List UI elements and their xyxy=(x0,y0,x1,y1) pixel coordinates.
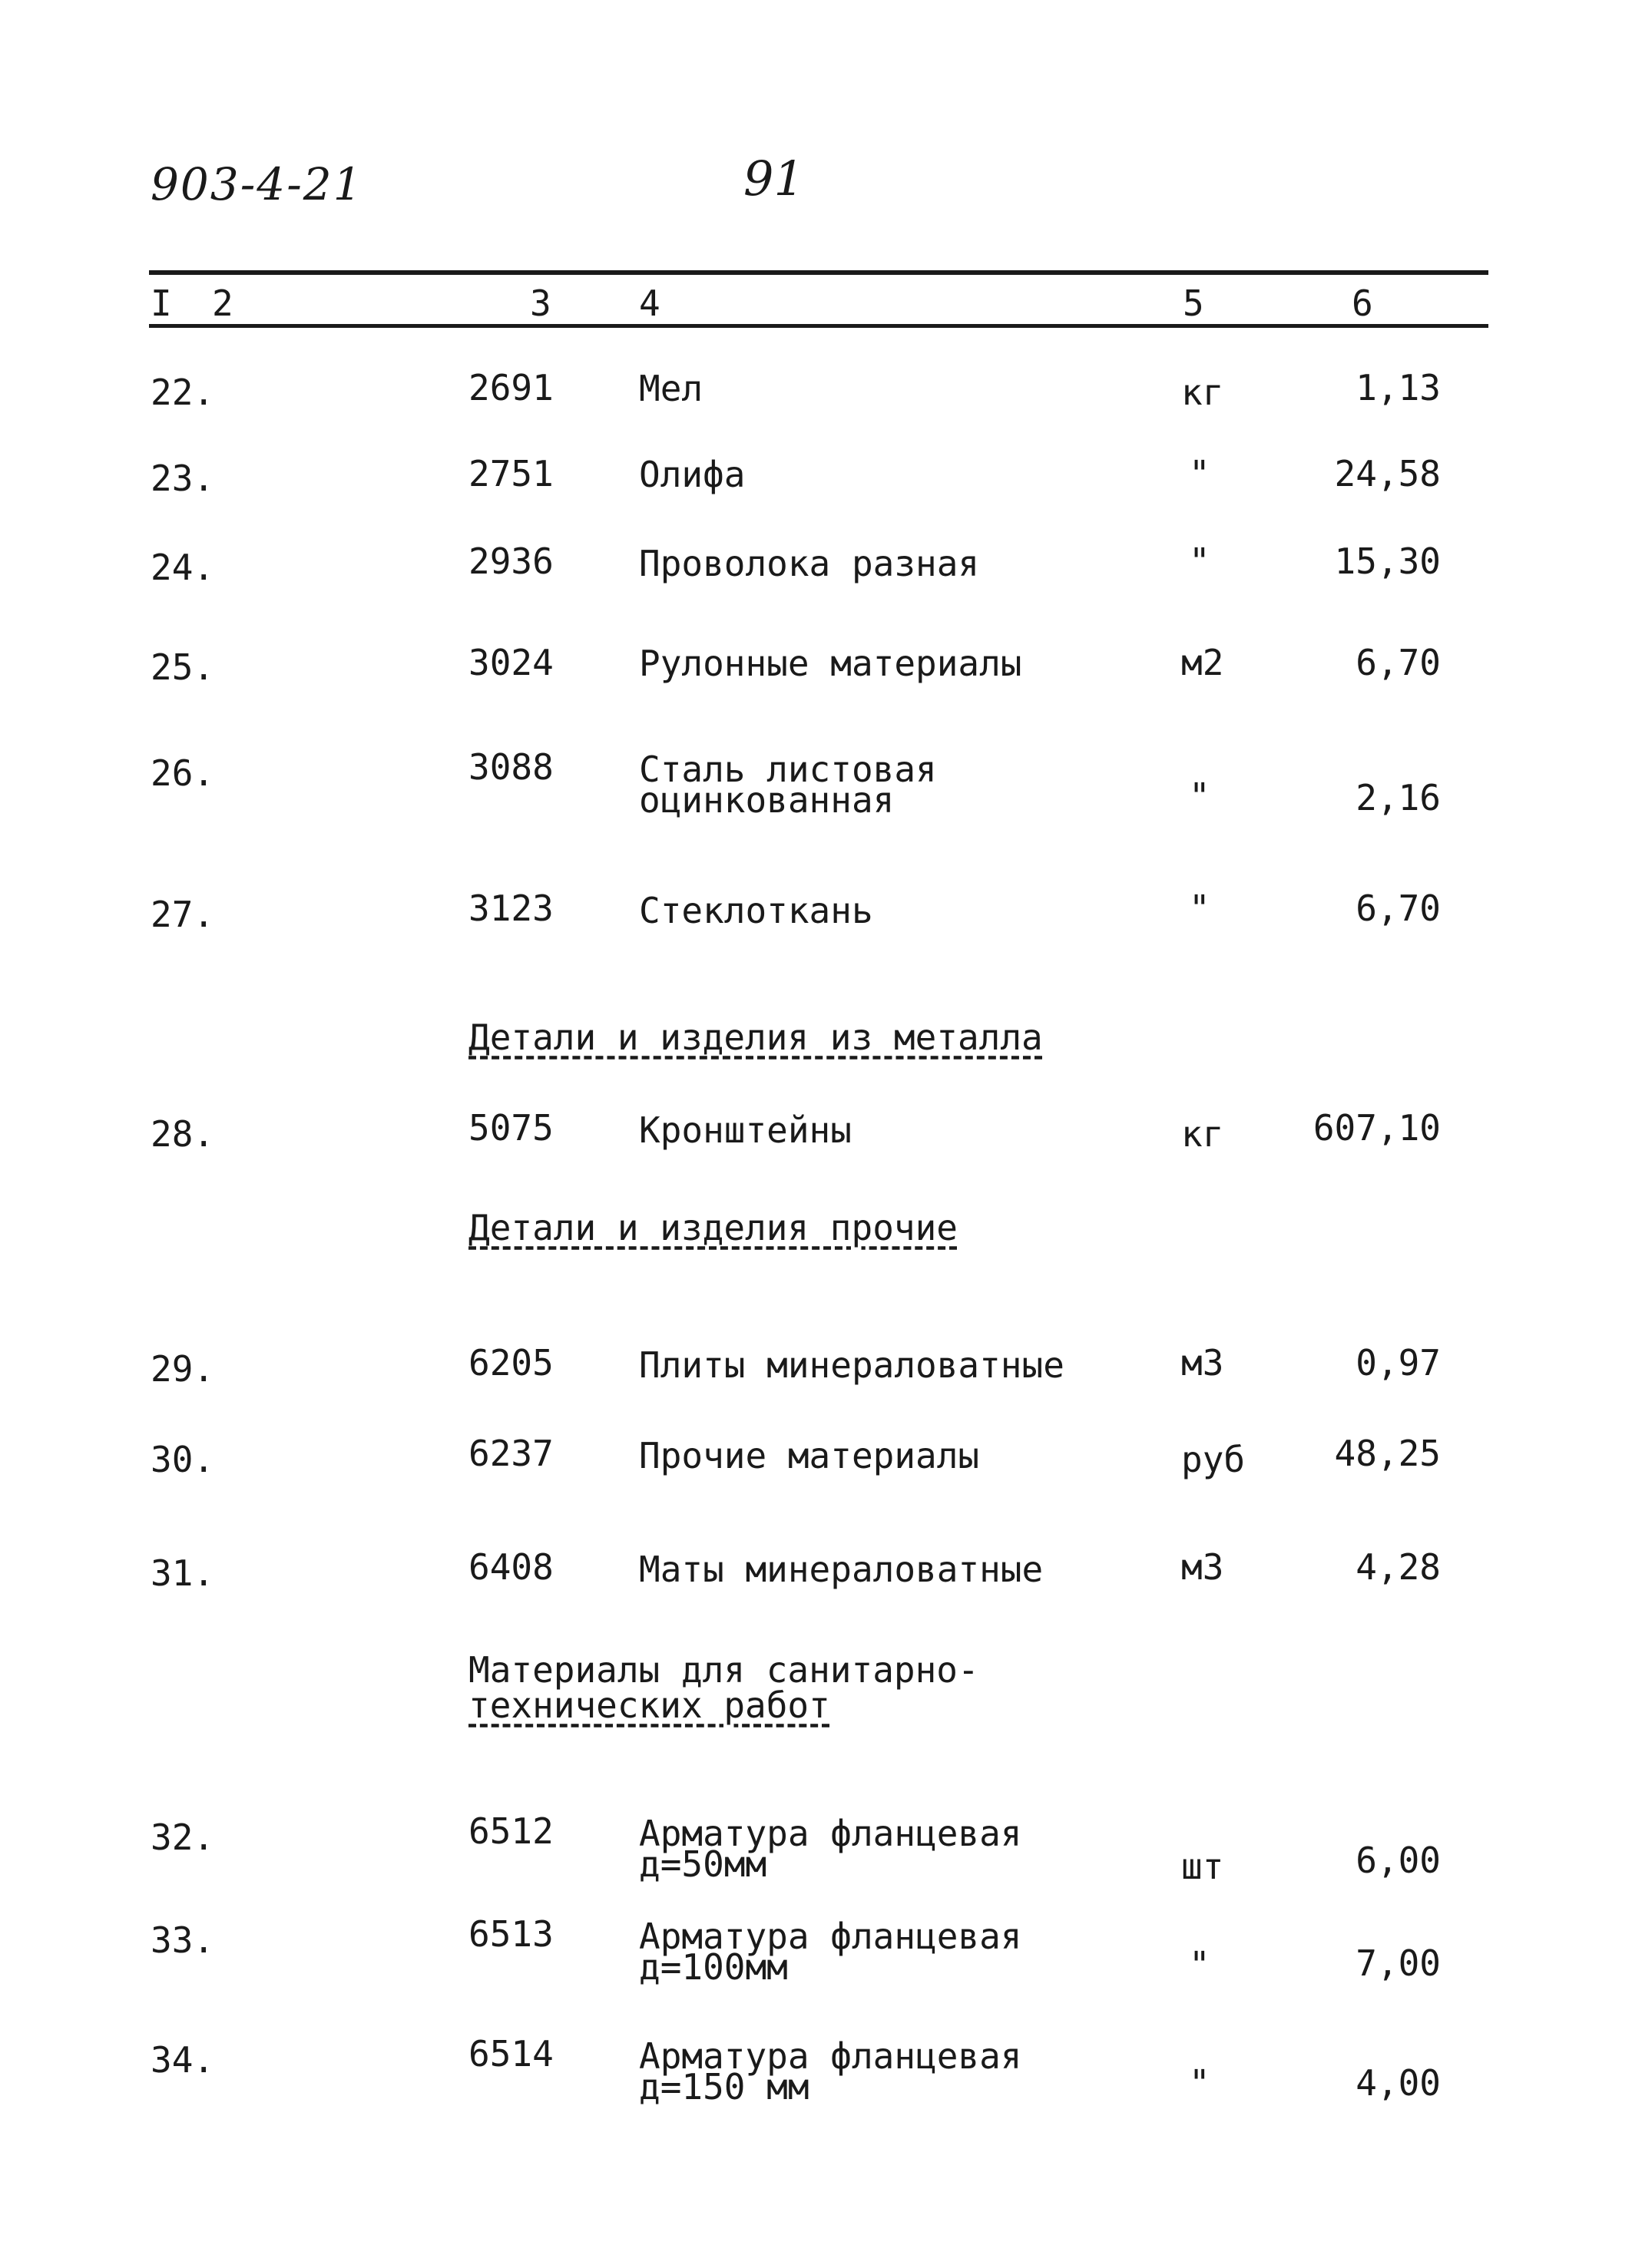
row-number: 24. xyxy=(151,547,215,588)
row-unit: " xyxy=(1189,541,1210,582)
row-value: 2,16 xyxy=(1356,777,1441,818)
row-unit: м3 xyxy=(1181,1546,1224,1588)
row-value: 6,70 xyxy=(1356,888,1441,929)
row-number: 25. xyxy=(151,646,215,688)
row-code: 6205 xyxy=(468,1342,554,1384)
row-number: 34. xyxy=(151,2039,215,2081)
section-heading-other: Детали и изделия прочие xyxy=(468,1207,958,1248)
row-number: 22. xyxy=(151,372,215,413)
page-number: 91 xyxy=(743,150,804,207)
row-name-continued: оцинкованная xyxy=(639,779,895,821)
row-number: 28. xyxy=(151,1113,215,1155)
row-number: 30. xyxy=(151,1439,215,1480)
row-code: 6514 xyxy=(468,2033,554,2075)
row-code: 6408 xyxy=(468,1546,554,1588)
column-header-2: 2 xyxy=(212,283,233,324)
row-code: 2691 xyxy=(468,367,554,408)
row-name: Арматура фланцевая xyxy=(639,1813,1022,1854)
row-code: 2751 xyxy=(468,453,554,494)
section-heading-sanitary-continued: технических работ xyxy=(468,1684,830,1726)
row-unit: шт xyxy=(1181,1846,1224,1887)
row-name: Проволока разная xyxy=(639,543,980,584)
row-code: 6512 xyxy=(468,1810,554,1852)
column-header-3: 3 xyxy=(530,283,551,324)
row-value: 48,25 xyxy=(1334,1433,1441,1474)
row-name: Олифа xyxy=(639,454,746,495)
row-unit: руб xyxy=(1181,1439,1246,1480)
row-number: 29. xyxy=(151,1348,215,1390)
row-value: 4,28 xyxy=(1356,1546,1441,1588)
row-code: 3088 xyxy=(468,746,554,788)
row-name: Арматура фланцевая xyxy=(639,1916,1022,1957)
row-name-continued: д=100мм xyxy=(639,1946,788,1988)
section-heading-metal: Детали и изделия из металла xyxy=(468,1017,1043,1058)
table-header-rule xyxy=(149,324,1488,328)
section-heading-sanitary: Материалы для санитарно- xyxy=(468,1649,979,1691)
row-unit: " xyxy=(1189,775,1210,817)
row-name: Кронштейны xyxy=(639,1109,852,1151)
row-unit: кг xyxy=(1181,372,1224,413)
row-value: 6,70 xyxy=(1356,642,1441,683)
row-name: Рулонные материалы xyxy=(639,643,1022,684)
row-name: Плиты минераловатные xyxy=(639,1344,1064,1386)
row-number: 27. xyxy=(151,894,215,935)
row-name: Сталь листовая xyxy=(639,749,937,790)
row-unit: м2 xyxy=(1181,642,1224,683)
row-number: 33. xyxy=(151,1919,215,1961)
row-name-continued: д=50мм xyxy=(639,1843,767,1885)
row-unit: " xyxy=(1189,1944,1210,1985)
row-value: 15,30 xyxy=(1334,541,1441,582)
column-header-5: 5 xyxy=(1183,283,1204,324)
document-code: 903-4-21 xyxy=(151,158,363,210)
row-value: 6,00 xyxy=(1356,1840,1441,1881)
row-code: 6237 xyxy=(468,1433,554,1474)
row-value: 607,10 xyxy=(1313,1107,1441,1149)
row-value: 0,97 xyxy=(1356,1342,1441,1384)
row-value: 24,58 xyxy=(1334,453,1441,494)
column-header-6: 6 xyxy=(1352,283,1373,324)
row-name: Маты минераловатные xyxy=(639,1549,1044,1590)
row-code: 5075 xyxy=(468,1107,554,1149)
row-number: 31. xyxy=(151,1552,215,1594)
row-name: Мел xyxy=(639,368,703,409)
row-name: Стеклоткань xyxy=(639,890,873,931)
row-code: 3024 xyxy=(468,642,554,683)
row-unit: м3 xyxy=(1181,1342,1224,1384)
row-name-continued: д=150 мм xyxy=(639,2066,809,2108)
column-header-1: I xyxy=(151,283,172,324)
row-name: Прочие материалы xyxy=(639,1435,980,1476)
row-value: 1,13 xyxy=(1356,367,1441,408)
table-top-rule xyxy=(149,270,1488,275)
row-code: 2936 xyxy=(468,541,554,582)
row-code: 6513 xyxy=(468,1913,554,1955)
row-unit: " xyxy=(1189,453,1210,494)
row-name: Арматура фланцевая xyxy=(639,2035,1022,2077)
row-unit: " xyxy=(1189,888,1210,929)
row-number: 23. xyxy=(151,458,215,499)
row-number: 32. xyxy=(151,1817,215,1858)
column-header-4: 4 xyxy=(639,283,660,324)
row-value: 4,00 xyxy=(1356,2062,1441,2104)
row-unit: " xyxy=(1189,2062,1210,2104)
row-number: 26. xyxy=(151,752,215,794)
row-code: 3123 xyxy=(468,888,554,929)
row-unit: кг xyxy=(1181,1113,1224,1155)
row-value: 7,00 xyxy=(1356,1942,1441,1984)
